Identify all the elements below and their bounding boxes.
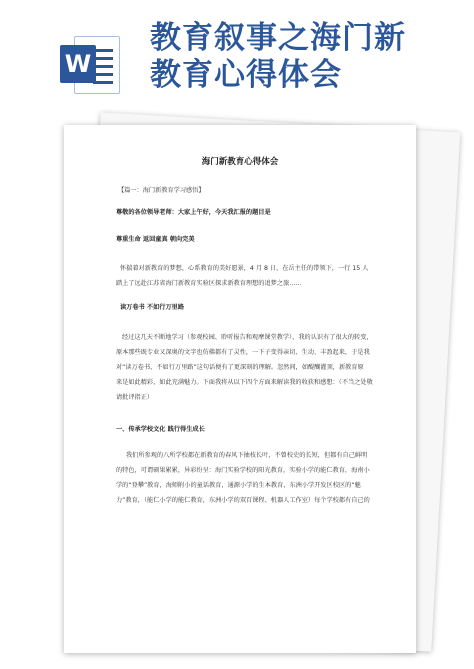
banner-title-line2: 教育心得体会 [150,57,342,93]
header-banner [0,0,474,110]
word-letter-badge: W [60,45,96,83]
motto: 读万卷书 不如行万里路 [120,304,185,311]
paragraph-3-line-1: 我们所参观的八所学校都在新教育的春风下抽枝长叶，不曾校史的长短，但都有自己鲜明 [126,452,368,459]
banner-title [150,20,470,94]
paragraph-1-line-1: 怀揣着对新教育的梦想，心系教育的美好愿景，4 月 8 日，在岳主任的带领下，一行 15 人 [120,265,369,272]
banner-title-line1: 教育叙事之海门新 [150,20,406,56]
paragraph-2-line-4: 来是如此精彩，如此充满魅力。下面我将从以下四个方面来解读我的收获和感想：（不当之处敬 [116,379,373,386]
section-1-heading: 一、传承学校文化 践行得生成长 [116,426,205,433]
paragraph-1-line-2: 踏上了远赴江苏省海门新教育实验区探求新教育理想的追梦之旅…… [116,280,302,287]
paragraph-2-line-2: 原本那些既专业又深奥的文字也仿佛都有了灵性，一下子变得亲切、生动、丰盈起来，于是我 [116,349,370,356]
paragraph-3-line-4: 力”教育，（能仁小学的能仁教育，东洲小学的双百课程、机器人工作室）每个学校都有自己的 [116,497,370,504]
document-title: 海门新教育心得体会 [201,157,279,167]
word-icon [60,36,118,92]
speech-subtitle: 尊重生命 返回童真 朝向完美 [116,236,195,243]
section-label: 【篇一：海门新教育学习感悟】 [118,187,205,194]
paragraph-3-line-2: 的特色，可谓硕果累累，异彩纷呈：海门实验学校的阳光教育，实验小学的能仁教育，海南小 [116,467,370,474]
paragraph-2-line-5: 请批评指正） [116,394,154,401]
greeting: 尊敬的各位领导老师：大家上午好，今天我汇报的题目是 [116,209,271,216]
paragraph-2-line-1: 经过这几天不断地学习（参观校园、聆听报告和观摩课堂教学），我的认识有了很大的转变， [122,334,373,341]
paragraph-2-line-3: 对“读万卷书，不如行万里路”这句话便有了更深刻的理解。忽然间，如醍醐灌顶，新教育原 [116,364,364,371]
document-page [64,125,416,653]
paragraph-3-line-3: 学的“登攀”教育，海师附小的童话教育，通源小学的生本教育，东洲小学开发区校区的“魅 [116,482,361,489]
